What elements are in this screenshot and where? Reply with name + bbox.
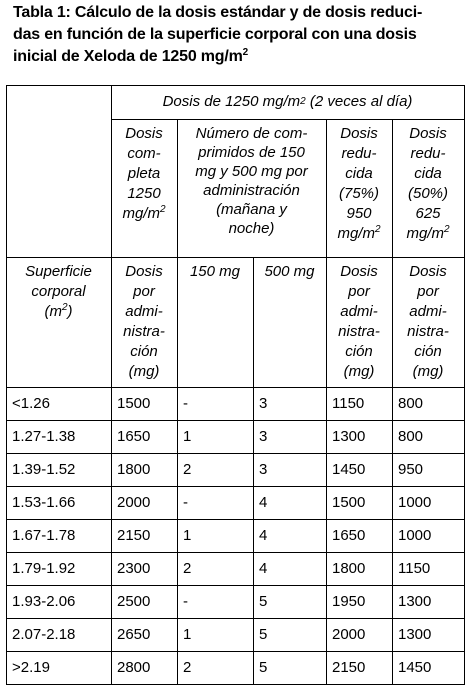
tab150-header: 150 mg — [189, 263, 241, 280]
bsa-header: Superficie corporal $(m^2)$ — [25, 263, 92, 320]
cell-tab150: 2 — [183, 559, 192, 577]
grid-hline — [6, 684, 465, 685]
cell-full-dose: 2150 — [117, 526, 151, 544]
caption-line-2: das en función de la superficie corporal con una dosis — [13, 26, 417, 43]
cell-tab500: 4 — [259, 526, 268, 544]
cell-reduced-75: 1450 — [332, 460, 366, 478]
cell-bsa: 1.79-1.92 — [12, 559, 76, 577]
cell-bsa: 1.53-1.66 — [12, 493, 76, 511]
cell-full-dose: 2000 — [117, 493, 151, 511]
cell-bsa: 1.39-1.52 — [12, 460, 76, 478]
cell-reduced-75: 2150 — [332, 658, 366, 676]
cell-reduced-50: 1000 — [398, 493, 432, 511]
cell-tab500: 5 — [259, 592, 268, 610]
cell-tab500: 4 — [259, 559, 268, 577]
cell-reduced-75: 1800 — [332, 559, 366, 577]
full-dose-header: Dosis com- pleta 1250 $mg/m^2$ — [122, 125, 166, 222]
cell-full-dose: 1650 — [117, 427, 151, 445]
reduced-75-per-admin-header: Dosis por admi- nistra- ción (mg) — [338, 263, 380, 380]
cell-tab500: 3 — [259, 427, 268, 445]
cell-bsa: 1.67-1.78 — [12, 526, 76, 544]
tablets-header: Número de com- primidos de 150 mg y 500 mg por administración (mañana y noche) — [195, 125, 308, 237]
reduced-50-header: Dosis redu- cida (50%) 625 $mg/m^2$ — [406, 125, 450, 242]
cell-full-dose: 2300 — [117, 559, 151, 577]
dose-per-admin-header: Dosis por admi- nistra- ción (mg) — [123, 263, 165, 380]
cell-reduced-50: 800 — [398, 394, 424, 412]
grid-vline — [464, 85, 465, 685]
cell-tab150: 2 — [183, 460, 192, 478]
cell-tab150: - — [183, 493, 188, 511]
cell-reduced-50: 1300 — [398, 592, 432, 610]
cell-tab150: 2 — [183, 658, 192, 676]
cell-tab150: 1 — [183, 427, 192, 445]
cell-reduced-50: 1150 — [398, 559, 431, 577]
dose-group-header: Dosis de 1250 mg/m 2 (2 veces al día) — [162, 93, 413, 110]
cell-bsa: <1.26 — [12, 394, 50, 412]
cell-reduced-50: 1450 — [398, 658, 432, 676]
grid-hline — [6, 257, 465, 258]
grid-hline — [6, 684, 465, 685]
cell-full-dose: 1800 — [117, 460, 151, 478]
cell-bsa: >2.19 — [12, 658, 50, 676]
cell-reduced-75: 2000 — [332, 625, 366, 643]
cell-reduced-75: 1500 — [332, 493, 366, 511]
cell-bsa: 1.93-2.06 — [12, 592, 76, 610]
cell-tab150: - — [183, 592, 188, 610]
table-caption — [13, 2, 463, 68]
cell-reduced-50: 1000 — [398, 526, 432, 544]
cell-tab150: 1 — [183, 526, 192, 544]
cell-tab150: - — [183, 394, 188, 412]
tab500-header: 500 mg — [264, 263, 315, 280]
cell-tab500: 3 — [259, 460, 268, 478]
cell-reduced-75: 1300 — [332, 427, 366, 445]
cell-full-dose: 1500 — [117, 394, 151, 412]
cell-reduced-50: 1300 — [398, 625, 432, 643]
cell-reduced-75: 1650 — [332, 526, 366, 544]
cell-bsa: 2.07-2.18 — [12, 625, 76, 643]
cell-tab500: 5 — [259, 658, 268, 676]
caption-line-1: Tabla 1: Cálculo de la dosis estándar y de dosis reduci- — [13, 4, 423, 21]
cell-reduced-50: 950 — [398, 460, 424, 478]
cell-tab500: 4 — [259, 493, 268, 511]
cell-full-dose: 2800 — [117, 658, 151, 676]
cell-reduced-75: 1150 — [332, 394, 365, 412]
cell-bsa: 1.27-1.38 — [12, 427, 76, 445]
grid-hline — [111, 119, 465, 120]
cell-reduced-50: 800 — [398, 427, 424, 445]
cell-reduced-75: 1950 — [332, 592, 366, 610]
cell-tab150: 1 — [183, 625, 192, 643]
cell-tab500: 3 — [259, 394, 268, 412]
caption-line-3: inicial de Xeloda de 1250 $mg/m^2$ — [13, 47, 249, 65]
reduced-50-per-admin-header: Dosis por admi- nistra- ción (mg) — [407, 263, 449, 380]
cell-tab500: 5 — [259, 625, 268, 643]
reduced-75-header: Dosis redu- cida (75%) 950 $mg/m^2$ — [337, 125, 381, 242]
cell-full-dose: 2500 — [117, 592, 151, 610]
cell-full-dose: 2650 — [117, 625, 151, 643]
